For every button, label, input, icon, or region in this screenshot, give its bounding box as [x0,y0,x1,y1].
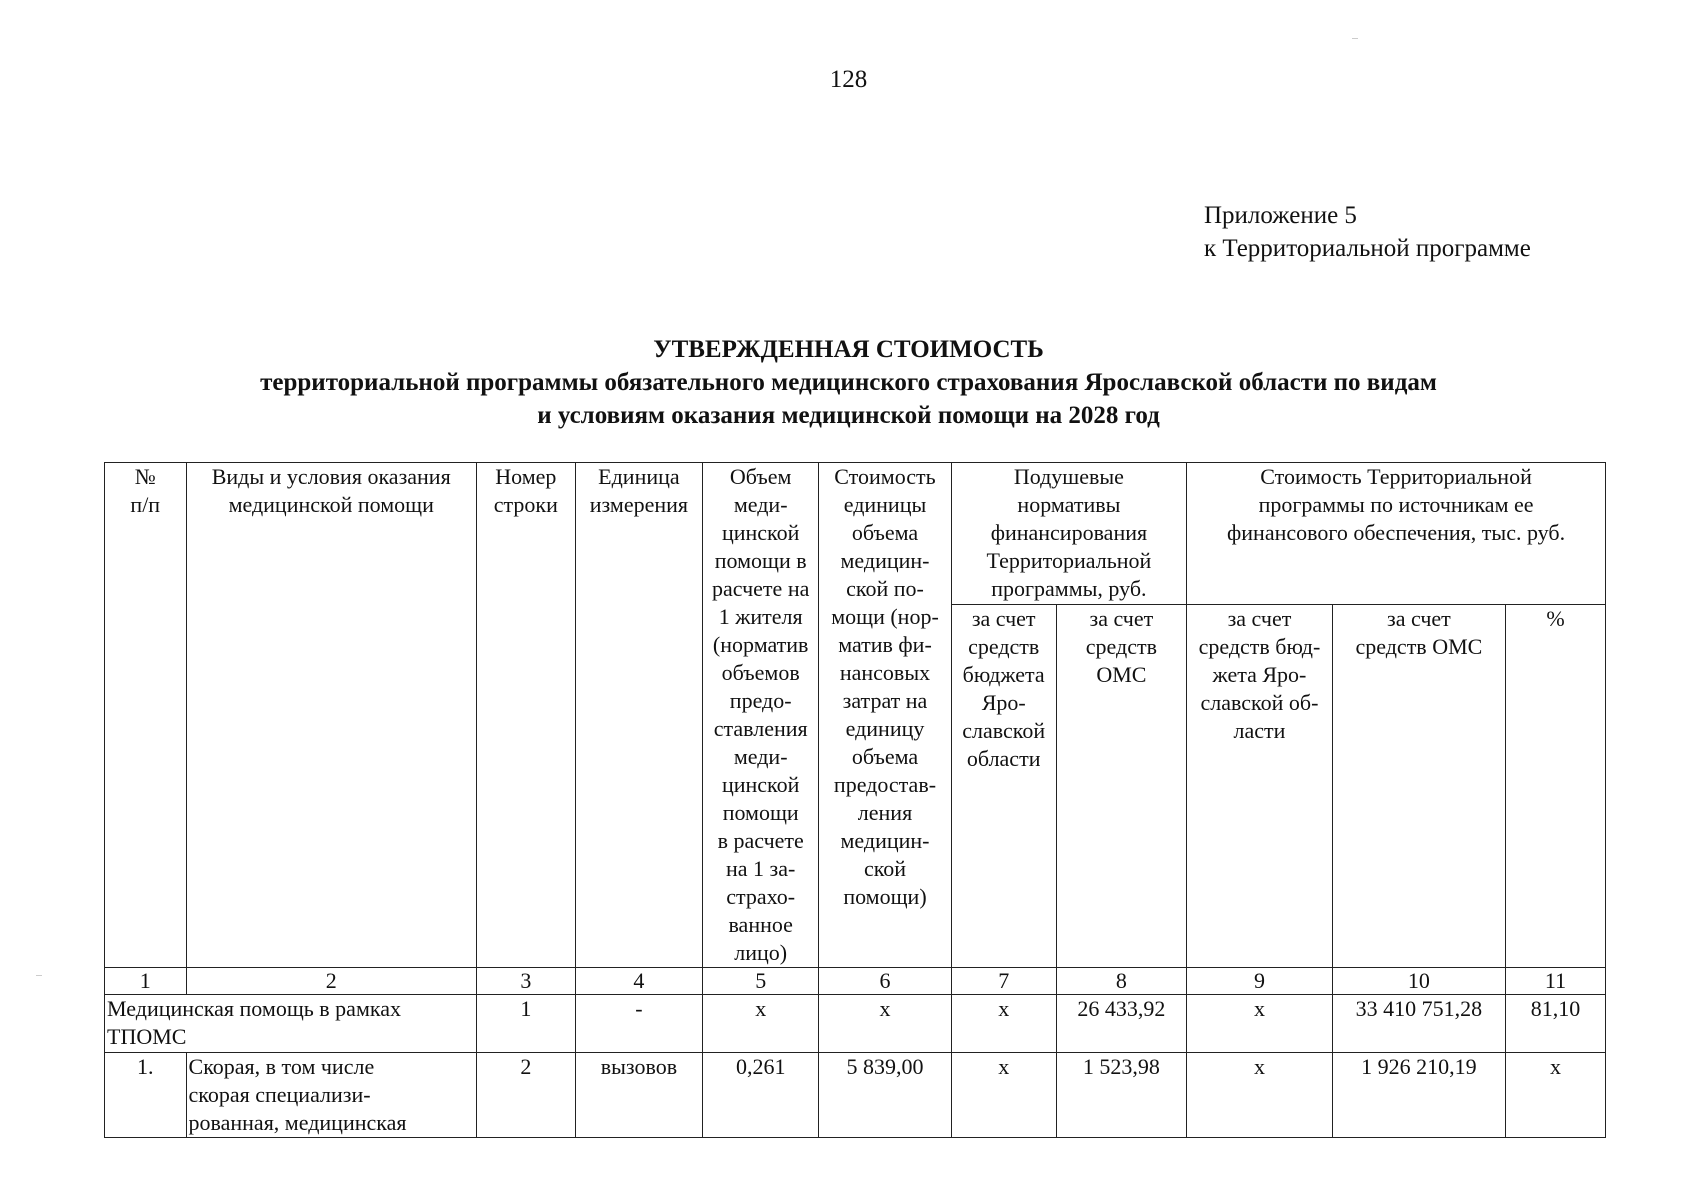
header-row-number [476,463,575,968]
header-total-cost [1187,463,1606,605]
row-tot-budget: х [1187,995,1333,1053]
document-title [0,333,1697,432]
text-line: цинской [721,520,800,545]
text-line: за счет [1387,605,1451,631]
appendix-line-2: к Территориальной программе [1204,235,1531,262]
row-tot-pct: 81,10 [1506,995,1606,1053]
text-line: страхо- [726,884,796,909]
appendix-caption [1204,199,1531,265]
appendix-line-1: Приложение 5 [1204,202,1357,229]
cost-table [104,462,1606,1138]
text-line: 1 жителя [718,604,803,629]
row-num: 1. [105,1053,187,1138]
text-line: ской по- [846,576,924,601]
column-number: 11 [1506,968,1606,995]
row-number: 1 [476,995,575,1053]
text-line: медицинской помощи [228,492,434,517]
header-kind [186,463,476,968]
row-pc-oms: 1 523,98 [1056,1053,1186,1138]
text-line: предостав- [833,772,937,797]
text-line: ванное [728,912,793,937]
text-line: ласти [1233,717,1286,743]
text-line: ставления [713,716,808,741]
row-pc-budget: х [951,995,1056,1053]
column-number: 4 [575,968,702,995]
text-line: помощи в [714,548,807,573]
title-line-2: территориальной программы обязательного медицинского страхования Ярославской области по видам [260,369,1437,396]
row-kind [186,1053,476,1138]
text-line: бюджета [962,661,1045,687]
column-number: 9 [1187,968,1333,995]
text-line: (норматив [712,632,809,657]
row-tot-oms: 33 410 751,28 [1332,995,1505,1053]
row-number: 2 [476,1053,575,1138]
text-line: мощи (нор- [831,604,939,629]
scan-mark [1352,38,1358,39]
text-line: рованная, медицинская [188,1110,407,1135]
text-line: объема [851,520,919,545]
header-tot-oms [1332,604,1505,967]
text-line: Скорая, в том числе [188,1054,375,1079]
header-unit-cost [819,463,951,968]
text-line: Виды и условия оказания [211,464,451,489]
title-line-3: и условиям оказания медицинской помощи на 2028 год [537,402,1160,429]
header-row-1 [105,463,1606,605]
text-line: за счет [971,605,1036,631]
column-number-row [105,968,1606,995]
table-row [105,1053,1606,1138]
row-volume: 0,261 [703,1053,819,1138]
text-line: № [134,464,156,489]
text-line: области [966,745,1041,771]
text-line: меди- [733,492,788,517]
column-number: 2 [186,968,476,995]
row-pc-oms: 26 433,92 [1056,995,1186,1053]
text-line: жета Яро- [1212,661,1307,687]
table-row [105,995,1606,1053]
text-line: помощи) [843,884,927,909]
text-line: % [1546,605,1565,631]
text-line: медицин- [840,828,930,853]
text-line: п/п [130,492,161,517]
text-line: Медицинская помощь в рамках [107,996,401,1021]
header-tot-budget [1187,604,1333,967]
title-line-1: УТВЕРЖДЕННАЯ СТОИМОСТЬ [653,336,1044,363]
text-line: лицо) [734,940,788,965]
text-line: славской [962,717,1046,743]
scan-mark [36,975,42,976]
column-number: 3 [476,968,575,995]
column-number: 10 [1332,968,1505,995]
row-kind [105,995,477,1053]
row-unit: - [575,995,702,1053]
text-line: за счет [1089,605,1154,631]
text-line: финансового обеспечения, тыс. руб. [1227,520,1566,545]
text-line: ОМС [1096,661,1147,687]
text-line: Яро- [981,689,1026,715]
text-line: скорая специализи- [188,1082,371,1107]
text-line: Объем [729,464,792,489]
column-number: 6 [819,968,951,995]
text-line: за счет [1227,605,1292,631]
text-line: Номер [495,464,557,489]
column-number: 1 [105,968,187,995]
page-number: 128 [829,66,868,93]
text-line: ления [857,800,913,825]
text-line: строки [493,492,558,517]
text-line: единицу [845,716,925,741]
text-line: средств [968,633,1040,659]
text-line: нормативы [1017,492,1121,517]
text-line: измерения [589,492,689,517]
text-line: финансирования [990,520,1148,545]
text-line: программы по источникам ее [1258,492,1534,517]
row-cost: х [819,995,951,1053]
text-line: Подушевые [1013,464,1124,489]
text-line: цинской [721,772,800,797]
text-line: Единица [598,464,680,489]
header-unit [575,463,702,968]
row-pc-budget: х [951,1053,1056,1138]
text-line: меди- [733,744,788,769]
text-line: Стоимость [834,464,936,489]
text-line: ТПОМС [107,1024,187,1049]
row-unit: вызовов [575,1053,702,1138]
text-line: Территориальной [986,548,1152,573]
header-tot-pct [1506,604,1606,967]
text-line: ской [863,856,907,881]
row-volume: х [703,995,819,1053]
row-tot-oms: 1 926 210,19 [1332,1053,1505,1138]
text-line: на 1 за- [726,856,796,881]
text-line: программы, руб. [991,576,1147,601]
text-line: объемов [721,660,800,685]
row-tot-budget: х [1187,1053,1333,1138]
text-line: матив фи- [838,632,932,657]
text-line: Стоимость Территориальной [1260,464,1532,489]
column-number: 7 [951,968,1056,995]
text-line: помощи [722,800,799,825]
header-pc-oms [1056,604,1186,967]
text-line: единицы [843,492,927,517]
row-tot-pct: х [1506,1053,1606,1138]
text-line: расчете на [712,576,810,601]
header-pc-budget [951,604,1056,967]
text-line: в расчете [717,828,804,853]
text-line: нансовых [839,660,931,685]
row-cost: 5 839,00 [819,1053,951,1138]
text-line: предо- [729,688,792,713]
text-line: славской об- [1200,689,1319,715]
text-line: медицин- [840,548,930,573]
header-num [105,463,187,968]
text-line: объема [851,744,919,769]
header-volume [703,463,819,968]
text-line: средств [1085,633,1157,659]
text-line: затрат на [842,688,928,713]
column-number: 8 [1056,968,1186,995]
column-number: 5 [703,968,819,995]
text-line: средств ОМС [1355,633,1483,659]
text-line: средств бюд- [1198,633,1321,659]
header-per-capita [951,463,1186,605]
